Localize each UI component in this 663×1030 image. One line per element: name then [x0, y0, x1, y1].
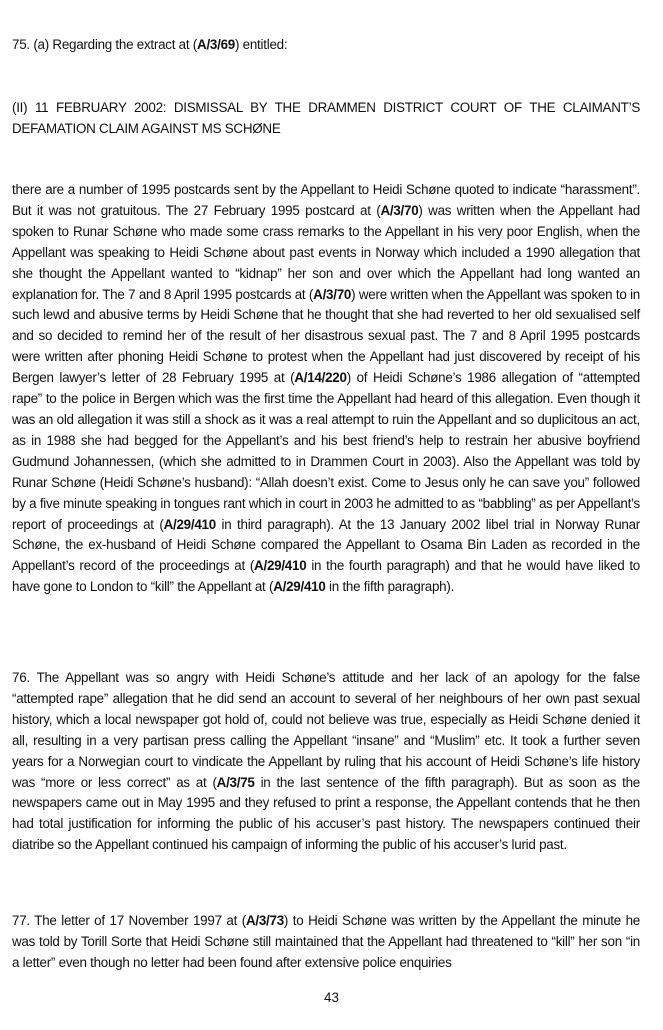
paragraph-75-intro	[12, 35, 640, 56]
reference: A/29/410	[254, 558, 307, 574]
reference: A/3/69	[197, 37, 235, 52]
reference: A/3/75	[216, 774, 255, 790]
body-text: in the fifth paragraph).	[325, 579, 455, 595]
body-text: 77. The letter of 17 November 1997 at (	[12, 913, 246, 928]
paragraph-76	[12, 668, 640, 856]
body-text: in third paragraph). At the 13 January 2002 libel trial in Norway Runar Schøne, the ex-husband of Heidi Schøne compared the Appellant to Osama Bin Laden as recorded in the Appellant’s record of the proceedings at (	[12, 516, 640, 574]
body-text: in the fourth paragraph) and that he would have liked to have gone to London to “kill” the Appellant at (	[12, 558, 640, 595]
intro-text: ) entitled:	[234, 37, 288, 52]
body-text: ) to Heidi Schøne was written by the Appellant the minute he was told by Torill Sorte that Heidi Schøne still maintained that the Appellant had threatened to “kill” her son “in a letter” even though no letter had been found after extensive police enquiries	[12, 913, 640, 970]
reference: A/29/410	[273, 579, 326, 595]
body-text: there are a number of 1995 postcards sent by the Appellant to Heidi Schøne quoted to indicate “harassment”. But it was not gratuitous. The 27 February 1995 postcard at (	[12, 182, 640, 218]
reference: A/29/410	[163, 516, 216, 532]
page-number: 43	[324, 990, 339, 1005]
reference: A/14/220	[294, 370, 347, 386]
body-text: ) were written when the Appellant was spoken to in such lewd and abusive terms by Heidi Schøne that he thought that she had reverted to her old sexualised self and so decided to remind her of the result of her disastrous sexual past. The 7 and 8 April 1995 postcards were written after phoning Heidi Schøne to protest when the Appellant had just discovered by receipt of his Bergen lawyer’s letter of 28 February 1995 at (	[12, 286, 640, 386]
reference: A/3/73	[245, 913, 284, 928]
body-text: ) was written when the Appellant had spoken to Runar Schøne who made some crass remarks to the Appellant in his very poor English, when the Appellant was speaking to Heidi Schøne about past events in Norway which included a 1990 allegation that she thought the Appellant wanted to “kidnap” her son and over which the Appellant had long wanted an explanation for. The 7 and 8 April 1995 postcards at (	[12, 202, 640, 302]
intro-text: 75. (a) Regarding the extract at (	[12, 37, 198, 52]
body-text: in the last sentence of the fifth paragraph). But as soon as the newspapers came out in May 1995 and they refused to print a response, the Appellant contends that he then had total justification for informing the public of his accuser’s past history. The newspapers continued their diatribe so the Appellant continued his campaign of informing the public of his accuser’s lurid past.	[12, 774, 640, 853]
body-text: ) of Heidi Schøne’s 1986 allegation of “attempted rape” to the police in Bergen which was the first time the Appellant had heard of this allegation. Even though it was an old allegation it was still a shock as it was a real attempt to ruin the Appellant and so duplicitous an act, as in 1988 she had begged for the Appellant’s and his best friend’s help to restrain her abusive boyfriend Gudmund Johannessen, (which she admitted to in Drammen Court in 2003). Also the Appellant was told by Runar Schøne (Heidi Schøne’s husband): “Allah doesn’t exist. Come to Jesus only he can save you” followed by a five minute speaking in tongues rant which in court in 2003 he admitted to as “babbling” as per Appellant’s report of proceedings at (	[12, 370, 640, 532]
reference: A/3/70	[380, 202, 419, 218]
reference: A/3/70	[313, 286, 352, 302]
body-text: 76. The Appellant was so angry with Heidi Schøne’s attitude and her lack of an apology for the false “attempted rape” allegation that he did send an account to several of her neighbours of her own past sexual history, which a local newspaper got hold of, could not believe was true, especially as Heidi Schøne denied it all, resulting in a very partisan press calling the Appellant “insane” and “Muslim” etc. It took a further seven years for a Norwegian court to vindicate the Appellant by ruling that his account of Heidi Schøne’s life history was “more or less correct” as at (	[12, 670, 640, 790]
paragraph-75-body	[12, 180, 640, 598]
paragraph-77	[12, 911, 640, 974]
section-heading: (II) 11 FEBRUARY 2002: DISMISSAL BY THE DRAMMEN DISTRICT COURT OF THE CLAIMANT’S DEFAMATION CLAIM AGAINST MS SCHØNE	[12, 100, 640, 136]
